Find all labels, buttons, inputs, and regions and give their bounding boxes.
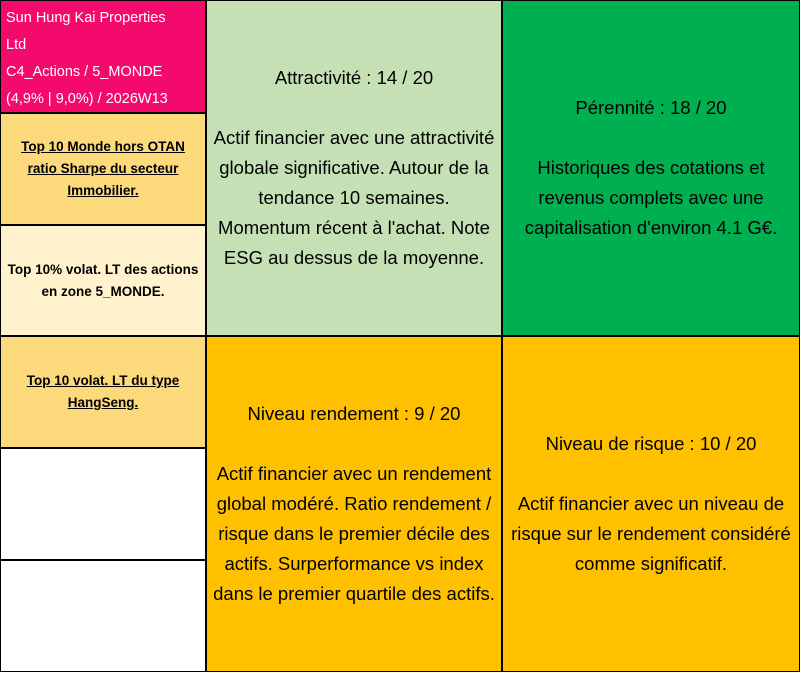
perennite-panel <box>502 0 800 336</box>
rendement-title: Niveau rendement : 9 / 20 <box>247 403 461 424</box>
risque-body: Actif financier avec un niveau de risque sur le rendement considéré comme significatif. <box>511 493 791 574</box>
attractivite-body: Actif financier avec une attractivité globale significative. Autour de la tendance 10 semaines. Momentum récent à l'achat. Note ESG au dessus de la moyenne. <box>213 127 495 268</box>
rendement-panel <box>206 336 502 672</box>
perennite-title: Pérennité : 18 / 20 <box>575 97 727 118</box>
ranking-text: Top 10 Monde hors OTAN ratio Sharpe du secteur Immobilier. <box>21 139 185 198</box>
header-line-3: C4_Actions / 5_MONDE <box>6 64 163 80</box>
ranking-cell-volatility-type <box>0 336 206 448</box>
ranking-cell-sharpe <box>0 113 206 225</box>
ranking-cell-empty <box>0 448 206 560</box>
ranking-cell-volatility-zone <box>0 225 206 336</box>
risque-panel <box>502 336 800 672</box>
perennite-body: Historiques des cotations et revenus complets avec une capitalisation d'environ 4.1 G€. <box>524 157 778 238</box>
header-line-1: Sun Hung Kai Properties <box>6 10 166 26</box>
asset-header <box>0 0 206 113</box>
attractivite-title: Attractivité : 14 / 20 <box>274 67 434 88</box>
header-line-2: Ltd <box>6 37 27 53</box>
ranking-text: Top 10 volat. LT du type HangSeng. <box>26 373 180 410</box>
rendement-body: Actif financier avec un rendement global modéré. Ratio rendement / risque dans le premier décile des actifs. Surperformance vs index dans le premier quartile des actifs. <box>213 463 495 604</box>
risque-title: Niveau de risque : 10 / 20 <box>545 433 757 454</box>
attractivite-panel <box>206 0 502 336</box>
ranking-cell-empty <box>0 560 206 672</box>
header-line-4: (4,9% | 9,0%) / 2026W13 <box>6 91 168 107</box>
ranking-text: Top 10% volat. LT des actions en zone 5_MONDE. <box>7 261 199 299</box>
